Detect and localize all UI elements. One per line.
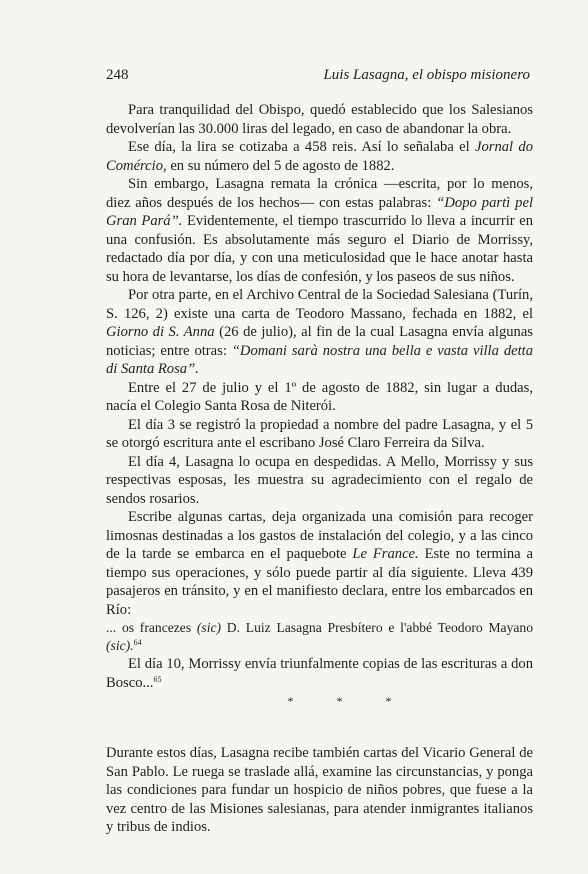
paragraph-7-text: El día 4, Lasagna lo ocupa en despedidas. A Mello, Morrissy y sus respectivas esposas, les muestra su agradecimiento con el regalo de sendos rosarios.: [106, 453, 533, 507]
paragraph-8-text-a: Escribe algunas cartas, deja organizada una comisión para recoger limosnas destinadas a los gastos de instalación del colegio, y a las cinco de la tarde se embarca en el paquebote: [106, 509, 533, 562]
paragraph-6-text: El día 3 se registró la propiedad a nombre del padre Lasagna, y el 5 se otorgó escritura ante el escribano José Claro Ferreira da Silva.: [106, 416, 533, 451]
footnote-ref-65: 65: [153, 674, 162, 684]
paragraph-8-text-b: Este no termina a tiempo sus operaciones, y sólo puede partir al día siguiente. Lleva 439 pasajeros en tránsito, y en el manifiesto declara, entre los embarcados en Río:: [106, 546, 533, 618]
footnote-ref-64: 64: [133, 638, 142, 647]
paragraph-4-date-name: Giorno di S. Anna: [106, 324, 215, 340]
paragraph-9-text: El día 10, Morrissy envía triunfalmente copias de las escrituras a don Bosco...: [106, 656, 533, 691]
paragraph-4: [106, 286, 533, 379]
paragraph-2: [106, 138, 533, 175]
block-quote: [106, 619, 533, 655]
paragraph-4-quote: “Domani sarà nostra una bella e vasta villa detta di Santa Rosa”.: [106, 342, 534, 377]
paragraph-3-text-a: Sin embargo, Lasagna remata la crónica —escrita, por lo menos, diez años después de los hechos— con estas palabras:: [106, 176, 533, 211]
section-separator: * * *: [287, 694, 392, 708]
paragraph-10-text: Durante estos días, Lasagna recibe también cartas del Vicario General de San Pablo. Le ruega se traslade allá, examine las circunstancias, y ponga las condiciones para fundar un hospicio de niños pobres, que fuese a la vez centro de las Misiones salesianas, para atender inmigrantes italianos y tribus de indios.: [106, 745, 533, 835]
paragraph-2-newspaper-title: Jornal do Comércio,: [106, 139, 533, 174]
paragraph-4-text-b: (26 de julio), al fin de la cual Lasagna envía algunas noticias; entre otras:: [106, 324, 533, 359]
paragraph-3-quote: “Dopo partì pel Gran Pará”.: [106, 194, 533, 229]
page-header: [106, 66, 530, 84]
paragraph-5: [106, 379, 533, 416]
paragraph-3: [106, 175, 533, 286]
quote-text-b: D. Luiz Lasagna Presbítero e l'abbé Teodoro Mayano: [221, 620, 533, 635]
paragraph-1: [106, 101, 533, 138]
paragraph-9: [106, 655, 533, 692]
paragraph-8: [106, 508, 533, 619]
quote-sic-1: (sic): [196, 620, 222, 635]
paragraph-1-text: Para tranquilidad del Obispo, quedó establecido que los Salesianos devolverían las 30.000 liras del legado, en caso de abandonar la obra.: [106, 102, 533, 137]
paragraph-4-text-a: Por otra parte, en el Archivo Central de la Sociedad Salesiana (Turín, S. 126, 2) existe una carta de Teodoro Massano, fechada en 1882, el: [106, 287, 533, 322]
paragraph-2-text-b: en su número del 5 de agosto de 1882.: [166, 157, 395, 174]
paragraph-2-text-a: Ese día, la lira se cotizaba a 458 reis. Así lo señalaba el: [128, 139, 475, 155]
running-title: Luis Lasagna, el obispo misionero: [323, 67, 530, 83]
paragraph-5-text: Entre el 27 de julio y el 1º de agosto de 1882, sin lugar a dudas, nacía el Colegio Santa Rosa de Niterói.: [106, 379, 533, 414]
paragraph-10: [106, 744, 533, 837]
paragraph-7: [106, 453, 533, 509]
quote-sic-2: (sic).: [106, 638, 134, 653]
body-text: [106, 101, 533, 837]
paragraph-6: [106, 416, 533, 453]
paragraph-3-text-b: Evidentemente, el tiempo trascurrido lo lleva a incurrir en una confusión. Es absolutamente más seguro el Diario de Morrissy, redactado día por día, y con una meticulosidad que le hace anotar hasta su hora de levantarse, los días de confesión, y los paseos de sus niños.: [106, 213, 533, 285]
paragraph-8-ship-name: Le France.: [352, 546, 419, 562]
page-number: 248: [106, 67, 129, 83]
quote-text-a: ... os francezes: [106, 620, 197, 635]
section-gap: [106, 708, 533, 744]
